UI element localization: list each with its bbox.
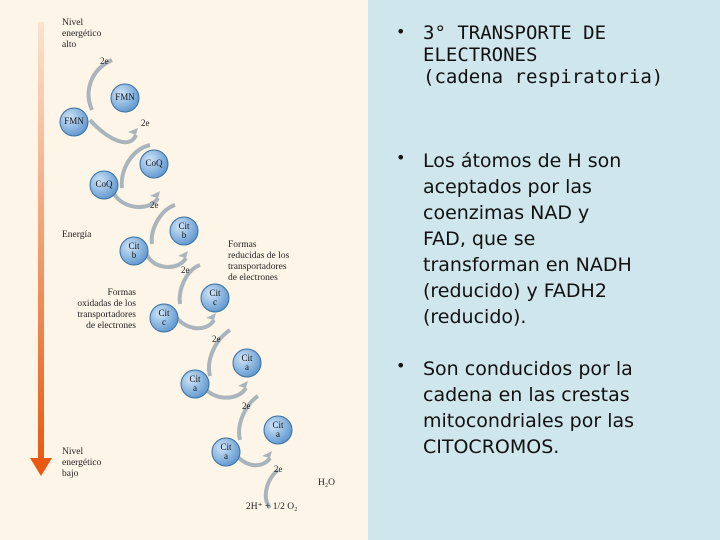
citc-reduced-label: Cit c [209,288,221,307]
citb-reduced-label: Cit b [178,221,190,240]
bullet-transport-title [396,22,706,88]
electrons-label: 2e [150,200,159,210]
title-line: ELECTRONES [423,44,538,66]
cita-oxidized-label: Cit a [189,374,201,393]
text-panel [368,0,720,540]
water-product-label: H₂O [318,478,336,488]
body-line: (reducido). [423,306,527,328]
body-line: Son conducidos por la [423,358,633,380]
coq-oxidized-label: CoQ [95,179,113,189]
title-line: 3° TRANSPORTE DE [423,22,607,44]
chain-arcs [89,60,278,508]
bullet-icon: • [396,22,406,41]
fmn-reduced-label: FMN [115,92,135,102]
electrons-label: 2e [181,265,190,275]
coq-reduced-label: CoQ [145,158,163,168]
energy-arrow-head [30,458,52,476]
body-line: mitocondriales por las [423,410,635,432]
bullet-nad-fad [396,148,716,330]
body-line: coenzimas NAD y [423,202,590,224]
electrons-label: 2e [242,401,251,411]
body-line: Los átomos de H son [423,150,622,172]
nivel-alto-label: Nivel energético alto [62,18,102,50]
cita3-reduced-label: Cit a [272,420,284,439]
energia-label: Energía [62,230,92,240]
electrons-label: 2e [141,118,150,128]
cita3-oxidized-label: Cit a [220,442,232,461]
body-line: FAD, que se [423,228,536,250]
title-line: (cadena respiratoria) [423,66,664,88]
energy-arrow-shaft [38,22,44,462]
body-line: CITOCROMOS. [423,436,560,458]
bullet-citocromos [396,356,716,460]
body-line: transforman en NADH [423,254,632,276]
cita-reduced-label: Cit a [241,353,253,372]
fmn-oxidized-label: FMN [64,116,84,126]
oxygen-reactants-label: 2H⁺ + 1/2 O₂ [246,502,298,512]
electrons-label: 2e [274,464,283,474]
electrons-label: 2e [212,334,221,344]
citc-oxidized-label: Cit c [158,308,170,327]
body-line: cadena en las crestas [423,384,630,406]
bullet-icon: • [396,148,406,167]
bullet-icon: • [396,356,406,375]
body-line: aceptados por las [423,176,592,198]
electrons-label: 2e [100,56,109,66]
citb-oxidized-label: Cit b [128,241,140,260]
body-line: (reducido) y FADH2 [423,280,607,302]
formas-oxidadas-label: Formas oxidadas de los transportadores de electrones [77,288,136,331]
formas-reducidas-label: Formas reducidas de los transportadores de electrones [228,240,290,283]
nivel-bajo-label: Nivel energético bajo [62,447,102,479]
